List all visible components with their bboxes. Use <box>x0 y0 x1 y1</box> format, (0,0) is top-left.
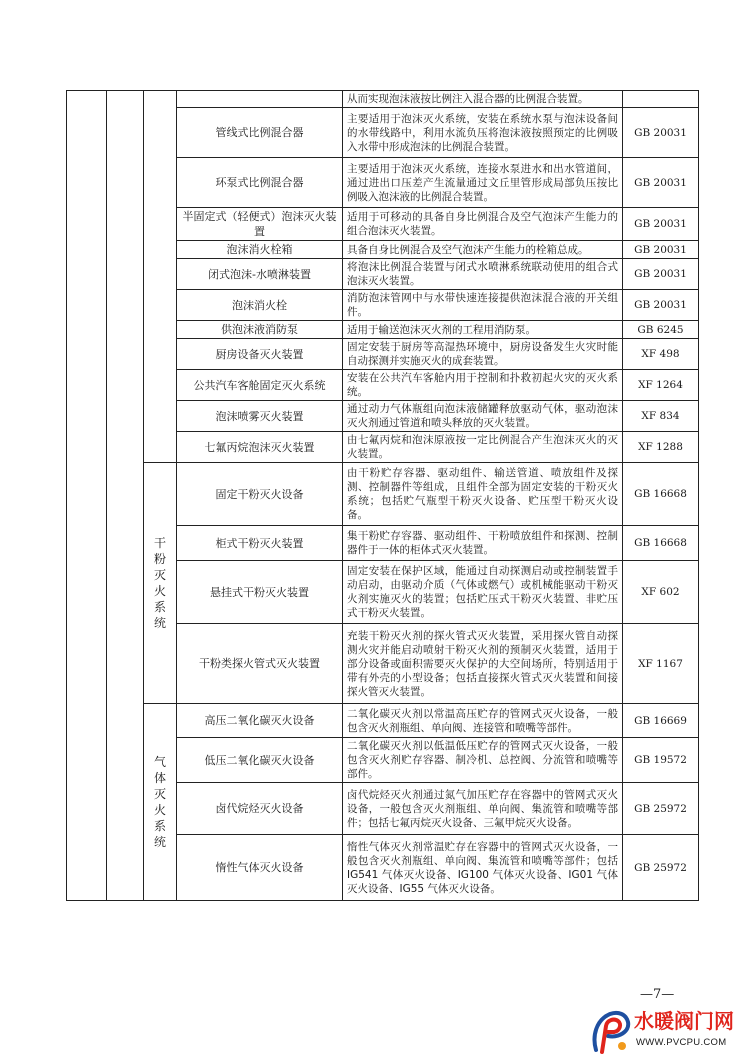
system-group-label: 干粉灭火系统 <box>153 536 166 630</box>
product-description-cell: 具备自身比例混合及空气泡沫产生能力的栓箱总成。 <box>343 241 623 259</box>
table-row <box>67 91 699 108</box>
product-description-cell: 二氧化碳灭火剂以低温低压贮存的管网式灭火设备，一般包含灭火剂贮存容器、制冷机、总控阀、分流管和喷嘴等部件。 <box>343 738 623 783</box>
system-group-cell <box>144 463 177 704</box>
product-description-cell: 安装在公共汽车客舱内用于控制和扑救初起火灾的灭火系统。 <box>343 370 623 401</box>
product-name-cell: 供泡沫液消防泵 <box>177 321 343 339</box>
product-description-cell: 通过动力气体瓶组向泡沫液储罐释放驱动气体，驱动泡沫灭火剂通过管道和喷头释放的灭火装置。 <box>343 401 623 432</box>
product-description-cell: 固定安装于厨房等高湿热环境中，厨房设备发生火灾时能自动探测并实施灭火的成套装置。 <box>343 339 623 370</box>
standard-code-cell: GB 19572 <box>623 738 699 783</box>
product-name-cell: 泡沫消火栓 <box>177 290 343 321</box>
product-description-cell: 卤代烷烃灭火剂通过氮气加压贮存在容器中的管网式灭火设备，一般包含灭火剂瓶组、单向阀、集流管和喷嘴等部件；包括七氟丙烷灭火设备、三氟甲烷灭火设备。 <box>343 783 623 835</box>
subcategory-column-cell <box>107 91 144 901</box>
product-name-cell: 柜式干粉灭火装置 <box>177 526 343 561</box>
product-description-cell: 消防泡沫管网中与水带快速连接提供泡沫混合液的开关组件。 <box>343 290 623 321</box>
product-name-cell: 干粉类探火管式灭火装置 <box>177 624 343 704</box>
product-name-cell: 公共汽车客舱固定灭火系统 <box>177 370 343 401</box>
standard-code-cell: XF 1288 <box>623 432 699 463</box>
standard-code-cell: GB 16669 <box>623 704 699 738</box>
standard-code-cell: GB 16668 <box>623 463 699 526</box>
product-name-cell: 卤代烷烃灭火设备 <box>177 783 343 835</box>
standard-code-cell: GB 20031 <box>623 158 699 208</box>
system-group-cell <box>144 91 177 463</box>
product-name-cell: 管线式比例混合器 <box>177 108 343 158</box>
standard-code-cell <box>623 91 699 108</box>
product-name-cell: 惰性气体灭火设备 <box>177 835 343 901</box>
product-name-cell: 半固定式（轻便式）泡沫灭火装置 <box>177 208 343 241</box>
standard-code-cell: GB 20031 <box>623 259 699 290</box>
spec-table <box>66 90 699 901</box>
product-name-cell: 悬挂式干粉灭火装置 <box>177 561 343 624</box>
product-name-cell: 低压二氧化碳灭火设备 <box>177 738 343 783</box>
standard-code-cell: GB 25972 <box>623 783 699 835</box>
table-row <box>67 463 699 526</box>
product-name-cell: 闭式泡沫-水喷淋装置 <box>177 259 343 290</box>
product-description-cell: 固定安装在保护区域，能通过自动探测启动或控制装置手动启动，由驱动介质（气体或燃气）或机械能驱动干粉灭火剂实施灭火的装置；包括贮压式干粉灭火装置、非贮压式干粉灭火装置。 <box>343 561 623 624</box>
product-description-cell: 充装干粉灭火剂的探火管式灭火装置，采用探火管自动探测火灾并能启动喷射干粉灭火剂的预制灭火装置，适用于部分设备或面积需要灭火保护的大空间场所，特别适用于带有外壳的小型设备；包括直接探火管式灭火装置和间接探火管灭火装置。 <box>343 624 623 704</box>
standard-code-cell: GB 6245 <box>623 321 699 339</box>
standard-code-cell: XF 498 <box>623 339 699 370</box>
product-name-cell: 泡沫消火栓箱 <box>177 241 343 259</box>
standard-code-cell: GB 20031 <box>623 108 699 158</box>
watermark-url: WWW.PVCPU.COM <box>636 1037 727 1048</box>
system-group-cell <box>144 704 177 901</box>
product-description-cell: 适用于可移动的具备自身比例混合及空气泡沫产生能力的组合泡沫灭火装置。 <box>343 208 623 241</box>
table-row <box>67 704 699 738</box>
standard-code-cell: GB 25972 <box>623 835 699 901</box>
product-description-cell: 适用于输送泡沫灭火剂的工程用消防泵。 <box>343 321 623 339</box>
product-description-cell: 由七氟丙烷和泡沫原液按一定比例混合产生泡沫灭火的灭火装置。 <box>343 432 623 463</box>
product-description-cell: 将泡沫比例混合装置与闭式水喷淋系统联动使用的组合式泡沫灭火装置。 <box>343 259 623 290</box>
product-name-cell: 高压二氧化碳灭火设备 <box>177 704 343 738</box>
pvcpu-logo-icon <box>588 1006 632 1056</box>
standard-code-cell: XF 1167 <box>623 624 699 704</box>
standard-code-cell: XF 602 <box>623 561 699 624</box>
standard-code-cell: GB 16668 <box>623 526 699 561</box>
product-description-cell: 从而实现泡沫液按比例注入混合器的比例混合装置。 <box>343 91 623 108</box>
standard-code-cell: XF 834 <box>623 401 699 432</box>
standard-code-cell: GB 20031 <box>623 290 699 321</box>
standard-code-cell: GB 20031 <box>623 208 699 241</box>
standard-code-cell: GB 20031 <box>623 241 699 259</box>
product-name-cell <box>177 91 343 108</box>
product-description-cell: 由干粉贮存容器、驱动组件、输送管道、喷放组件及探测、控制器件等组成，且组件全部为固定安装的干粉灭火系统；包括贮气瓶型干粉灭火设备、贮压型干粉灭火设备。 <box>343 463 623 526</box>
product-description-cell: 集干粉贮存容器、驱动组件、干粉喷放组件和探测、控制器件于一体的柜体式灭火装置。 <box>343 526 623 561</box>
product-name-cell: 七氟丙烷泡沫灭火装置 <box>177 432 343 463</box>
product-name-cell: 固定干粉灭火设备 <box>177 463 343 526</box>
product-name-cell: 环泵式比例混合器 <box>177 158 343 208</box>
product-description-cell: 主要适用于泡沫灭火系统，连接水泵进水和出水管道间，通过进出口压差产生流量通过文丘里管形成局部负压按比例吸入泡沫液的比例混合装置。 <box>343 158 623 208</box>
category-column-cell <box>67 91 107 901</box>
site-watermark <box>588 1006 748 1056</box>
product-description-cell: 二氧化碳灭火剂以常温高压贮存的管网式灭火设备，一般包含灭火剂瓶组、单向阀、连接管和喷嘴等部件。 <box>343 704 623 738</box>
product-name-cell: 泡沫喷雾灭火装置 <box>177 401 343 432</box>
product-description-cell: 惰性气体灭火剂常温贮存在容器中的管网式灭火设备，一般包含灭火剂瓶组、单向阀、集流管和喷嘴等部件；包括 IG541 气体灭火设备、IG100 气体灭火设备、IG01 气体灭火设备、IG55 气体灭火设备。 <box>343 835 623 901</box>
watermark-title: 水暖阀门网 <box>634 1009 734 1033</box>
system-group-label: 气体灭火系统 <box>153 755 166 849</box>
product-description-cell: 主要适用于泡沫灭火系统，安装在系统水泵与泡沫设备间的水带线路中，利用水流负压将泡沫液按照预定的比例吸入水带中形成泡沫的比例混合装置。 <box>343 108 623 158</box>
product-name-cell: 厨房设备灭火装置 <box>177 339 343 370</box>
standard-code-cell: XF 1264 <box>623 370 699 401</box>
page-number: —7— <box>640 987 675 1002</box>
